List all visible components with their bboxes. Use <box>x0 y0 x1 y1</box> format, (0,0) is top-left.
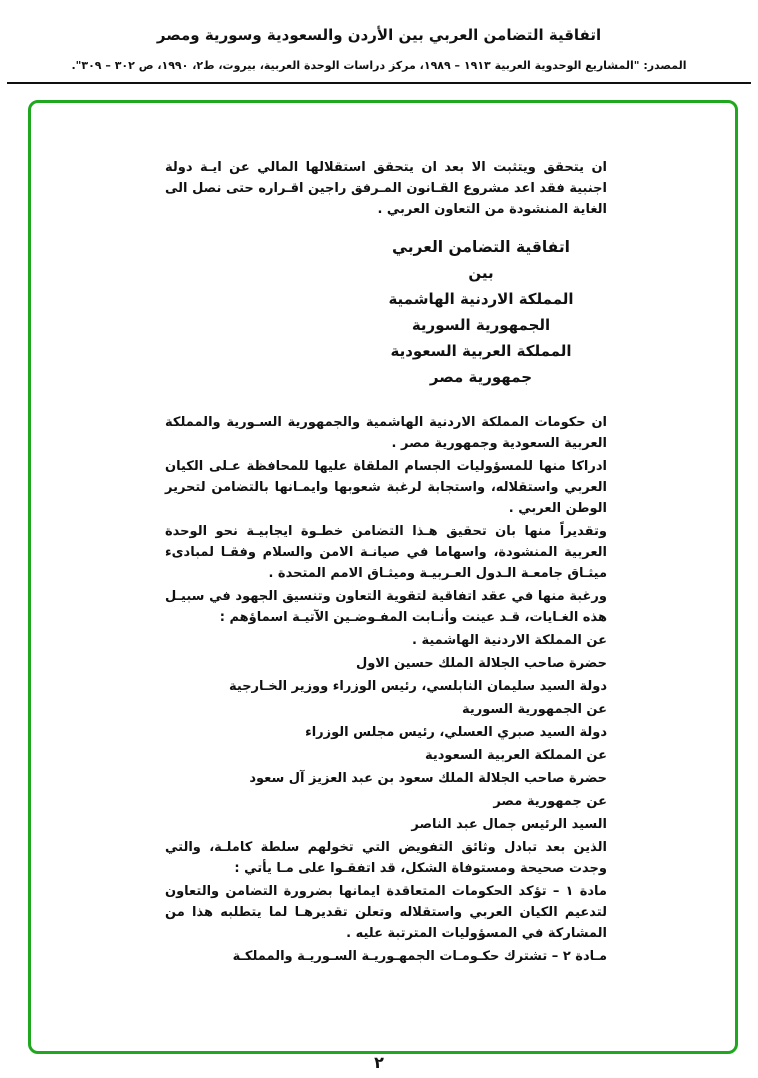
party-syria: الجمهورية السورية <box>411 316 551 334</box>
body-text <box>165 412 607 967</box>
body-paragraph: الذين بعد تبادل وثائق التفويض التي تخولهم سلطة كاملـة، والتي وجدت صحيحة ومستوفاة الشكل، قد اتفقـوا على مـا يأتي : <box>165 840 607 876</box>
body-paragraph: عن جمهورية مصر <box>493 794 607 809</box>
header-divider <box>7 82 751 84</box>
agreement-title: اتفاقية التضامن العربي <box>392 238 570 256</box>
document-content <box>31 103 735 967</box>
body-paragraph: عن الجمهورية السورية <box>462 702 607 717</box>
between-label: بين <box>468 264 494 282</box>
document-header <box>0 0 758 72</box>
document-border <box>28 100 738 1054</box>
party-egypt: جمهورية مصر <box>429 368 533 386</box>
body-paragraph: مادة ١ – تؤكد الحكومات المتعاقدة ايمانها بضرورة التضامن والتعاون لتدعيم الكيان العربي واستقلاله وتعلن تقديرهـا لما يتطلبه هذا من المشاركة في المسؤوليات المترتبة عليه . <box>165 884 607 941</box>
party-jordan: المملكة الاردنية الهاشمية <box>388 290 574 308</box>
body-paragraph: السيد الرئيس جمال عبد الناصر <box>411 817 607 832</box>
party-saudi: المملكة العربية السعودية <box>390 342 572 360</box>
body-paragraph: وتقديراً منها بان تحقيق هـذا التضامن خطـوة ايجابيـة نحو الوحدة العربية المنشودة، واسهاما في صيانـة الامن والسلام وفقـا لمبادىء ميثـاق جامعـة الـدول العـربيـة وميثـاق الامم المتحدة . <box>165 524 607 581</box>
body-paragraph: حضرة صاحب الجلالة الملك سعود بن عبد العزيز آل سعود <box>249 771 607 786</box>
page-number: ٢ <box>374 1053 384 1072</box>
preamble-paragraph: ان يتحقق ويتثبت الا بعد ان يتحقق استقلالها المالي عن ايـة دولة اجنبية فقد اعد مشروع القـانون المـرفق راجين اقـراره حتى نصل الى الغاية المنشودة من التعاون العربي . <box>165 160 607 217</box>
body-paragraph: ان حكومات المملكة الاردنية الهاشمية والجمهورية السـورية والمملكة العربية السعودية وجمهورية مصر . <box>165 415 607 451</box>
body-paragraph: عن المملكة الاردنية الهاشمية . <box>412 633 607 648</box>
body-paragraph: دولة السيد سليمان النابلسي، رئيس الوزراء ووزير الخـارجية <box>229 679 607 694</box>
body-paragraph: ورغبة منها في عقد اتفاقية لتقوية التعاون وتنسيق الجهود في سبيـل هذه الغـايات، قـد عينت وأنـابت المفـوضـين الآتيـة اسماؤهم : <box>165 589 607 625</box>
body-paragraph: دولة السيد صبري العسلي، رئيس مجلس الوزراء <box>305 725 607 740</box>
agreement-title-block <box>165 234 607 390</box>
body-paragraph: عن المملكة العربية السعودية <box>425 748 607 763</box>
header-source: المصدر: "المشاريع الوحدوية العربية ١٩١٣ – ١٩٨٩، مركز دراسات الوحدة العربية، بيروت، ط٢، ١٩٩٠، ص ٣٠٢ – ٣٠٩". <box>71 59 687 72</box>
header-title: اتفاقية التضامن العربي بين الأردن والسعودية وسورية ومصر <box>156 26 602 44</box>
body-paragraph: ادراكا منها للمسؤوليات الجسام الملقاة عليها للمحافظة عـلى الكيان العربي واستقلاله، واستجابة لرغبة شعوبها وايمـانها بالتضامن لتحرير الوطن العربي . <box>165 459 607 516</box>
body-paragraph: حضرة صاحب الجلالة الملك حسين الاول <box>355 656 607 671</box>
body-paragraph: مـادة ٢ – تشترك حكـومـات الجمهـوريـة السـوريـة والمملكـة <box>232 949 607 964</box>
